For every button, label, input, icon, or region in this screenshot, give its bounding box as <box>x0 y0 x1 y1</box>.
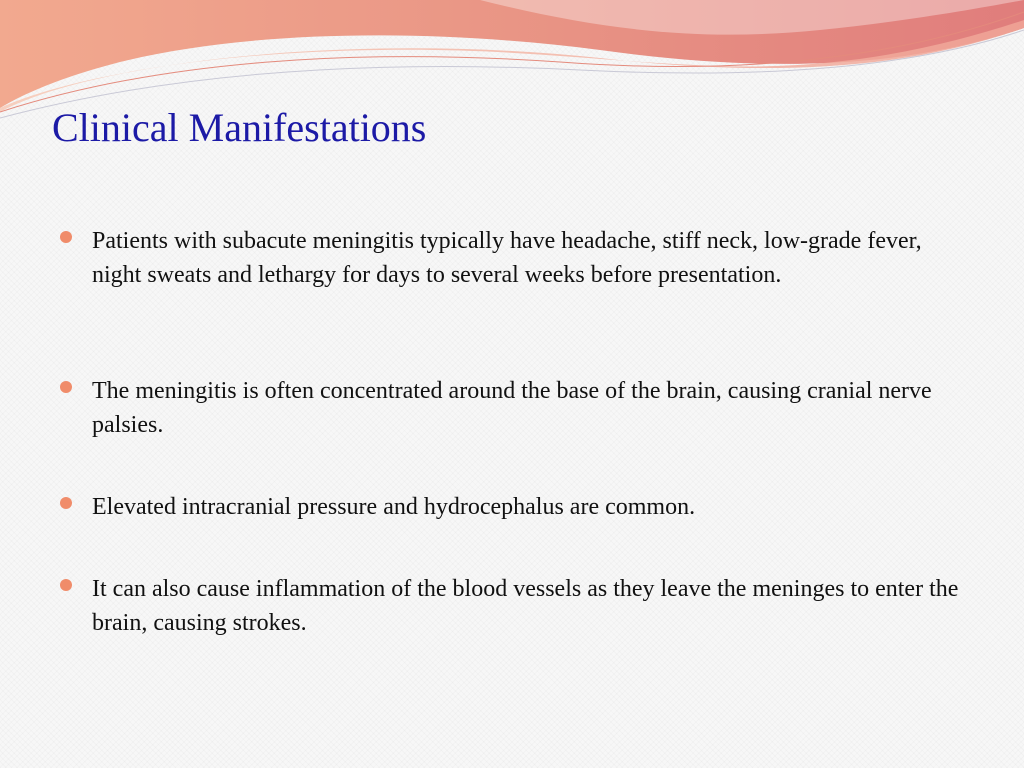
bullet-dot-icon <box>60 231 72 243</box>
bullet-item <box>60 572 960 640</box>
bullet-item <box>60 224 960 292</box>
bullet-text: Elevated intracranial pressure and hydrocephalus are common. <box>92 494 696 520</box>
bullet-item <box>60 374 960 442</box>
bullet-text: The meningitis is often concentrated around the base of the brain, causing cranial nerve palsies. <box>92 378 932 438</box>
bullet-dot-icon <box>60 497 72 509</box>
bullet-text: It can also cause inflammation of the blood vessels as they leave the meninges to enter the brain, causing strokes. <box>92 576 959 636</box>
bullet-dot-icon <box>60 579 72 591</box>
slide-title: Clinical Manifestations <box>52 105 427 150</box>
bullet-item <box>60 490 960 524</box>
bullet-dot-icon <box>60 381 72 393</box>
bullet-text: Patients with subacute meningitis typically have headache, stiff neck, low-grade fever, night sweats and lethargy for days to several weeks before presentation. <box>92 228 922 288</box>
